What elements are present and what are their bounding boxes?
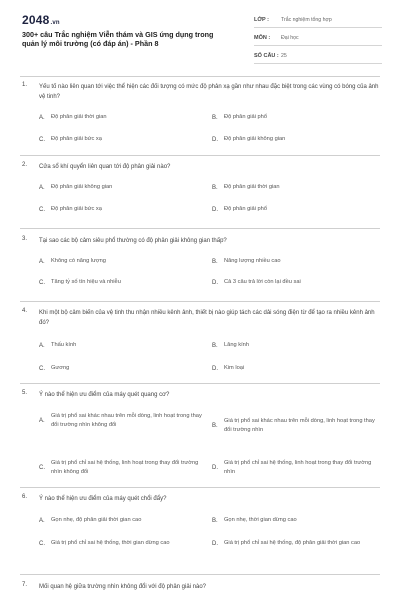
option-letter: A. bbox=[39, 184, 45, 191]
option-text: Giá trị phổ sai khác nhau trên mỗi dòng, linh hoạt trong thay đổi trường nhìn không đổi bbox=[51, 413, 202, 428]
option-letter: D. bbox=[212, 540, 218, 547]
site-logo[interactable] bbox=[22, 13, 60, 27]
option-d[interactable] bbox=[212, 364, 382, 373]
option-text: Gương bbox=[51, 365, 70, 371]
lop-label: LỚP : bbox=[254, 17, 269, 23]
option-text: Độ phân giải bức xạ bbox=[51, 206, 102, 212]
question-text: Cửa sổ khí quyển liên quan tới độ phân giải nào? bbox=[39, 164, 171, 170]
option-text: Lăng kính bbox=[224, 342, 249, 348]
option-d[interactable] bbox=[212, 278, 382, 287]
option-letter: D. bbox=[212, 465, 218, 471]
option-b[interactable] bbox=[212, 341, 382, 350]
question-divider bbox=[20, 301, 380, 302]
option-text: Độ phân giải phổ bbox=[224, 206, 268, 212]
question-number: 3. bbox=[22, 236, 28, 242]
question-divider bbox=[20, 487, 380, 488]
option-letter: C. bbox=[39, 465, 45, 471]
question-divider bbox=[20, 383, 380, 384]
option-letter: A. bbox=[39, 114, 45, 121]
meta-row-socau bbox=[254, 49, 382, 64]
option-letter: B. bbox=[212, 517, 218, 524]
option-b[interactable] bbox=[212, 257, 382, 266]
option-a[interactable] bbox=[39, 113, 199, 122]
meta-row-lop bbox=[254, 13, 382, 28]
quiz-meta bbox=[254, 13, 382, 67]
option-letter: A. bbox=[39, 258, 45, 265]
question-number: 4. bbox=[22, 308, 28, 314]
option-letter: D. bbox=[212, 279, 218, 286]
option-a[interactable] bbox=[39, 412, 205, 430]
option-c[interactable] bbox=[39, 364, 199, 373]
option-text: Năng lượng nhiều cao bbox=[224, 258, 281, 264]
question-head bbox=[22, 162, 382, 172]
question-divider bbox=[20, 228, 380, 229]
option-letter: C. bbox=[39, 136, 45, 143]
question-number: 1. bbox=[22, 82, 28, 88]
option-d[interactable] bbox=[212, 539, 382, 548]
question-number: 6. bbox=[22, 494, 28, 500]
question-head bbox=[22, 582, 382, 592]
option-text: Cả 3 câu trả lời còn lại đều sai bbox=[224, 279, 301, 285]
option-b[interactable] bbox=[212, 113, 382, 122]
header-divider bbox=[20, 76, 380, 77]
option-b[interactable] bbox=[212, 183, 382, 192]
option-d[interactable] bbox=[212, 205, 382, 214]
option-text: Gọn nhẹ, độ phân giải thời gian cao bbox=[51, 517, 142, 523]
option-text: Giá trị phổ chỉ sai hệ thống, độ phân giải thời gian cao bbox=[224, 540, 361, 546]
option-text: Độ phân giải không gian bbox=[51, 184, 113, 190]
socau-value: 25 bbox=[281, 53, 287, 59]
option-letter: B. bbox=[212, 114, 218, 121]
question-head bbox=[22, 236, 382, 246]
question-text: Ý nào thể hiện ưu điểm của máy quét quang cơ? bbox=[39, 392, 170, 398]
question-text: Ý nào thể hiện ưu điểm của máy quét chổi đẩy? bbox=[39, 496, 167, 502]
question-divider bbox=[20, 574, 380, 575]
option-a[interactable] bbox=[39, 183, 199, 192]
option-text: Giá trị phổ chỉ sai hệ thống, linh hoạt trong thay đổi trường nhìn bbox=[224, 460, 372, 475]
option-text: Kim loại bbox=[224, 365, 245, 371]
option-c[interactable] bbox=[39, 459, 205, 477]
option-letter: A. bbox=[39, 418, 45, 424]
logo-main: 2048 bbox=[22, 13, 50, 27]
option-c[interactable] bbox=[39, 135, 199, 144]
lop-value: Trắc nghiệm tổng hợp bbox=[281, 17, 332, 23]
option-letter: D. bbox=[212, 136, 218, 143]
option-c[interactable] bbox=[39, 278, 199, 287]
question-text: Yếu tố nào liên quan tới việc thể hiện các đối tượng có mức độ phản xạ gần như nhau đặc biệt trong các vùng có bóng của ảnh vệ tinh? bbox=[39, 84, 379, 100]
socau-label: SỐ CÂU : bbox=[254, 53, 279, 59]
option-text: Độ phân giải thời gian bbox=[224, 184, 280, 190]
option-text: Độ phân giải bức xạ bbox=[51, 136, 102, 142]
option-text: Giá trị phổ chỉ sai hệ thống, linh hoạt trong thay đổi trường nhìn không đổi bbox=[51, 460, 199, 475]
question-head bbox=[22, 494, 382, 504]
question-number: 7. bbox=[22, 582, 28, 588]
logo-suffix: .vn bbox=[50, 20, 60, 26]
option-d[interactable] bbox=[212, 459, 382, 477]
option-b[interactable] bbox=[212, 516, 382, 525]
question-head bbox=[22, 308, 382, 328]
question-divider bbox=[20, 155, 380, 156]
question-text: Tại sao các bộ cảm siêu phổ thường có độ phân giải không gian thấp? bbox=[39, 238, 227, 244]
question-number: 5. bbox=[22, 390, 28, 396]
option-c[interactable] bbox=[39, 205, 199, 214]
option-text: Tăng tỷ số tín hiệu và nhiễu bbox=[51, 279, 121, 285]
option-letter: B. bbox=[212, 184, 218, 191]
page-header bbox=[0, 0, 400, 76]
option-letter: C. bbox=[39, 206, 45, 213]
option-letter: C. bbox=[39, 279, 45, 286]
option-a[interactable] bbox=[39, 341, 199, 350]
option-letter: B. bbox=[212, 423, 218, 429]
option-text: Độ phân giải thời gian bbox=[51, 114, 107, 120]
mon-label: MÔN : bbox=[254, 35, 271, 41]
question-head bbox=[22, 82, 382, 102]
option-letter: D. bbox=[212, 206, 218, 213]
option-b[interactable] bbox=[212, 417, 382, 435]
question-text: Khi một bộ cảm biến của vệ tinh thu nhận nhiều kênh ảnh, thiết bị nào giúp tách các dải sóng điện từ để tạo ra nhiều kênh ảnh đó? bbox=[39, 310, 375, 326]
quiz-title: 300+ câu Trắc nghiệm Viễn thám và GIS ứng dụng trong quản lý môi trường (có đáp án) - Phần 8 bbox=[22, 30, 214, 48]
question-number: 2. bbox=[22, 162, 28, 168]
option-a[interactable] bbox=[39, 257, 199, 266]
option-letter: A. bbox=[39, 342, 45, 349]
option-d[interactable] bbox=[212, 135, 382, 144]
option-letter: D. bbox=[212, 365, 218, 372]
meta-row-mon bbox=[254, 31, 382, 46]
option-letter: C. bbox=[39, 365, 45, 372]
option-letter: C. bbox=[39, 540, 45, 547]
option-text: Thấu kính bbox=[51, 342, 77, 348]
option-text: Độ phân giải không gian bbox=[224, 136, 286, 142]
option-c[interactable] bbox=[39, 539, 205, 548]
option-text: Không có năng lượng bbox=[51, 258, 106, 264]
option-text: Độ phân giải phổ bbox=[224, 114, 268, 120]
option-letter: A. bbox=[39, 517, 45, 524]
option-text: Giá trị phổ sai khác nhau trên mỗi dòng, linh hoạt trong thay đổi trường nhìn bbox=[224, 418, 375, 433]
question-head bbox=[22, 390, 382, 400]
option-text: Giá trị phổ chỉ sai hệ thống, thời gian dừng cao bbox=[51, 540, 170, 546]
option-a[interactable] bbox=[39, 516, 205, 525]
question-text: Mối quan hệ giữa trường nhìn không đổi với độ phân giải nào? bbox=[39, 584, 207, 590]
option-letter: B. bbox=[212, 342, 218, 349]
option-text: Gọn nhẹ, thời gian dừng cao bbox=[224, 517, 297, 523]
mon-value: Đại học bbox=[281, 35, 299, 41]
option-letter: B. bbox=[212, 258, 218, 265]
